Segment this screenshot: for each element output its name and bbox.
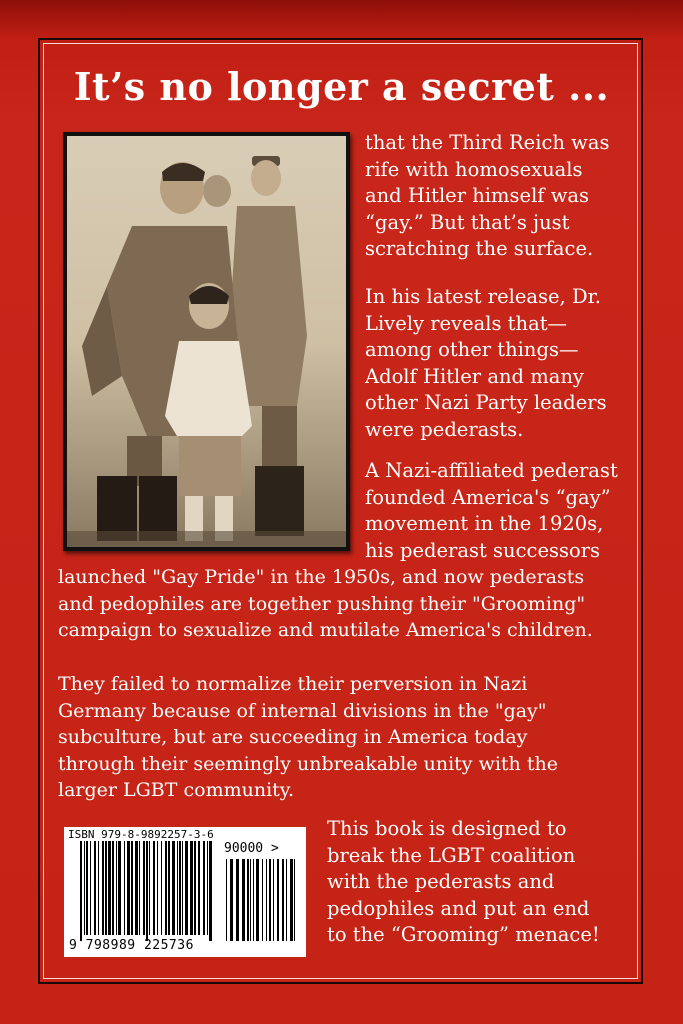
barcode-bar [190,841,193,935]
text-line: rife with homosexuals [365,157,583,181]
text-line: other Nazi Party leaders [365,391,607,414]
barcode-addon-bar [277,859,279,941]
text-line: movement in the 1920s, [365,512,604,535]
text-line: break the LGBT coalition [327,843,576,867]
barcode-bar [127,841,130,935]
barcode-addon-bar [269,859,271,941]
barcode-addon-bar [282,859,284,941]
barcode-addon-bar [242,859,245,941]
barcode-addon: 90000 > [224,841,279,856]
barcode-bar [90,841,91,935]
barcode-bar [207,841,208,935]
barcode-bar [135,841,138,935]
text-line: launched "Gay Pride" in the 1950s, and now pederasts [58,566,585,588]
barcode-addon-bar [290,859,293,941]
paragraph-1 [365,130,609,263]
barcode-addon-bar [226,859,227,941]
isbn-label: ISBN 979-8-9892257-3-6 [68,828,214,841]
barcode-bar [146,841,148,941]
paragraph-2 [365,284,607,443]
text-line: Lively reveals that— [365,311,568,335]
barcode-bar [172,841,175,935]
barcode-bar [86,841,88,935]
barcode-bar [157,841,158,935]
sepia-photo-icon [67,136,346,547]
paragraph-4 [58,671,558,804]
text-line: This book is designed to [327,817,567,840]
barcode-addon-bar [273,859,274,941]
barcode-bar [182,841,183,935]
headline: It’s no longer a secret ... [73,64,610,109]
barcode-bar [94,841,96,935]
barcode-addon-bar [236,859,239,941]
barcode-bar [118,841,121,935]
barcode-bar [102,841,104,935]
barcode-bar [185,841,188,935]
paragraph-5 [327,816,600,949]
text-line: Adolf Hitler and many [365,364,584,388]
isbn-barcode [64,827,306,957]
barcode-bar [194,841,196,935]
barcode-bar [153,841,155,935]
text-line: “gay.” But that’s just [365,210,570,234]
barcode-addon-bar [247,859,249,941]
text-line: founded America's “gay” [365,485,611,509]
text-line: scratching the surface. [365,237,594,260]
barcode-addon-bar [253,859,254,941]
text-line: and Hitler himself was [365,184,590,207]
barcode-bar [84,841,85,935]
barcode-bar [139,841,140,935]
historical-photo [63,132,350,551]
barcode-bar [143,841,145,935]
text-line: In his latest release, Dr. [365,285,601,308]
barcode-bar [149,841,150,935]
text-line: to the “Grooming” menace! [327,923,600,946]
barcode-addon-bar [266,859,267,941]
barcode-bar [124,841,125,935]
barcode-addon-bar [294,859,295,941]
text-line: pedophiles and put an end [327,896,590,920]
barcode-number: 9 798989 225736 [69,938,194,953]
text-line: campaign to sexualize and mutilate America's children. [58,619,593,641]
barcode-addon-bar [262,859,263,941]
barcode-bar [131,841,133,935]
barcode-bar [203,841,205,935]
barcode-addon-bar [230,859,233,941]
barcode-addon-bar [250,859,251,941]
barcode-bar [161,841,162,935]
barcode-bar [112,841,114,935]
barcode-bar [98,841,99,935]
barcode-bar [108,841,111,935]
barcode-bar [80,841,82,941]
text-line: A Nazi-affiliated pederast [365,459,618,482]
barcode-bar [116,841,117,935]
paragraph-3-side [365,458,618,564]
paragraph-3-full [58,564,593,644]
barcode-addon-bar [286,859,287,941]
barcode-bar [209,841,212,941]
text-line: among other things— [365,338,579,361]
text-line: his pederast successors [365,538,601,562]
barcode-bar [168,841,170,935]
text-line: They failed to normalize their perversion in Nazi [58,673,528,695]
text-line: larger LGBT community. [58,779,295,801]
text-line: that the Third Reich was [365,131,610,154]
barcode-bar [105,841,107,935]
text-line: Germany because of internal divisions in the "gay" [58,699,547,722]
text-line: were pederasts. [365,417,524,441]
text-line: with the pederasts and [327,870,555,893]
barcode-bar [179,841,181,935]
photo-image [67,136,346,547]
barcode-addon-bar [256,859,259,941]
text-line: subculture, but are succeeding in America today [58,726,528,748]
barcode-bar [198,841,200,935]
text-line: through their seemingly unbreakable unity with the [58,752,558,775]
barcode-bar [177,841,178,935]
barcode-bar [165,841,167,935]
text-line: and pedophiles are together pushing their "Grooming" [58,592,586,615]
